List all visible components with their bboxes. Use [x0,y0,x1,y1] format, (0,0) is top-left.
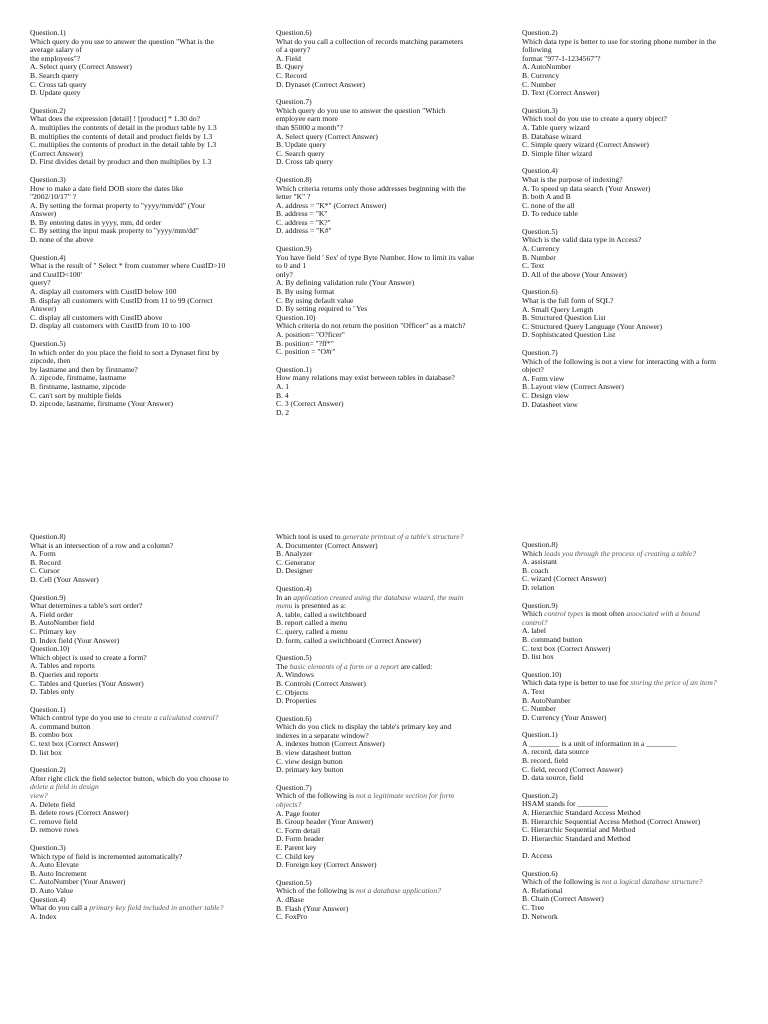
question-block [30,645,265,697]
question-line: Answer) [30,304,57,314]
question-number: Question.1) [30,28,66,37]
question-number: Question.1) [30,704,66,714]
question-block [522,349,757,409]
question-line: A. Relational [522,885,563,895]
column-top-middle [276,29,511,426]
question-line: B. AutoNumber field [30,618,95,628]
question-line: to 0 and 1 [276,261,307,271]
question-line: A. position= "O?ficer" [276,330,345,339]
question-line: Which tool do you use to create a query object? [522,114,667,124]
question-line: Which leads you through the process of creating a table? [522,548,696,558]
question-block [30,254,265,331]
column-top-right [522,29,757,418]
question-line: D. Text (Correct Answer) [522,88,600,98]
question-line: D. zipcode, lastname, firstname (Your Answer) [30,399,174,409]
question-number: Question.5) [30,339,66,348]
question-line: Which query do you use to answer the question "What is the [30,36,214,46]
question-line: A. Field [276,53,301,63]
question-line: Which do you click to display the table's primary key and [276,722,452,732]
question-line: B. combo box [30,730,73,740]
question-line: D. list box [522,652,554,662]
question-line: C. By setting the input mask property to "yyyy/mm/dd" [30,226,199,236]
question-line: A. Table query wizard [522,122,590,132]
question-number: Question.2) [30,105,66,115]
question-number: Question.3) [30,843,66,852]
column-top-left [30,29,265,418]
question-line: B. report called a menu [276,618,348,628]
question-line: C. can't sort by multiple fields [30,390,122,400]
question-line: D. data source, field [522,773,584,783]
question-line: B. Auto Increment [30,868,87,878]
question-block [276,314,511,357]
question-line: B. Search query [30,70,79,80]
question-line: A. Field order [30,609,73,619]
question-line: C. wizard (Correct Answer) [522,574,607,584]
question-number: Question.10) [30,644,70,654]
italic-phrase: create a calculated control? [133,713,219,723]
question-block [522,107,757,159]
question-line: Which data type is better to use for storing the price of an item? [522,678,717,688]
question-block [30,176,265,245]
question-line: A. Select query (Correct Answer) [30,62,132,72]
italic-phrase: control? [522,617,548,627]
question-line: Which criteria do not return the position "Officer" as a match? [276,321,466,331]
question-line: D. Tables only [30,687,75,697]
question-line: What do you call a collection of records matching parameters [276,36,464,46]
question-line: B. Structured Question List [522,313,606,323]
question-line: D. none of the above [30,235,94,245]
question-block [276,654,511,706]
question-line: A. To speed up data search (Your Answer) [522,183,651,193]
question-line [522,619,757,628]
question-line: C. FoxPro [276,912,308,922]
question-line: C. query, called a menu [276,626,348,636]
italic-phrase: leads you through the process of creating a table? [544,548,696,558]
question-line: C. Child key [276,851,315,861]
question-number: Question.4) [30,894,66,904]
question-number: Question.5) [276,653,312,663]
question-line: D. Access [522,851,553,860]
question-line: C. Number [522,704,556,714]
question-line: A. Select query (Correct Answer) [276,131,378,141]
question-line: D. Simple filter wizard [522,148,593,158]
question-line: C. address = "K?" [276,217,331,227]
question-line: D. Form header [276,834,324,844]
question-number: Question.8) [522,540,558,549]
question-number: Question.5) [276,877,312,887]
question-line: A. display all customers with CustID below 100 [30,287,177,297]
question-line: C. Tables and Queries (Your Answer) [30,678,144,688]
question-line: D. Datasheet view [522,399,578,409]
question-line: zipcode, then [30,356,71,366]
question-line: D. remove rows [30,825,79,835]
column-bottom-middle [276,533,511,931]
question-line: B. view datasheet button [276,748,352,758]
question-line: C. Tree [522,902,545,912]
question-line: Which of the following is not a legitimate section for form [276,791,455,801]
question-line: C. Text [522,261,545,271]
question-line: A. Auto Elevate [30,860,79,870]
question-line: B. Hierarchic Sequential Access Method (Correct Answer) [522,816,701,826]
question-line: B. 4 [276,390,289,400]
question-line: A. Page footer [276,808,321,818]
question-line: A. Tables and reports [30,661,95,671]
question-line: D. By setting required to ' Yes [276,304,368,314]
question-block [30,706,265,758]
question-line: D. Update query [30,88,81,98]
question-block [522,792,757,861]
question-line: B. Number [522,252,556,262]
question-line: Which control type do you use to create a calculated control? [30,713,219,723]
question-line: D. display all customers with CustID from 10 to 100 [30,321,190,331]
italic-phrase: application created using the database wizard, the main [293,592,464,602]
question-line: menu is presented as a: [276,601,347,611]
question-line: What is the purpose of indexing? [522,174,623,184]
question-line: C. Design view [522,390,570,400]
question-line: B. By using format [276,287,335,297]
question-line: D. Properties [276,696,317,706]
question-block [522,671,757,723]
question-line: B. both A and B [522,192,571,202]
question-line: by lastname and then by firstname? [30,364,138,374]
question-line: B. Analyzer [276,549,313,559]
italic-phrase: primary key field included in another table? [89,903,224,913]
italic-phrase: view? [30,791,48,801]
italic-phrase: control types [544,609,584,619]
question-block [30,766,265,835]
question-line: C. Cursor [30,566,60,576]
question-line: D. Cross tab query [276,157,333,167]
question-line: B. address = "K" [276,209,328,219]
question-line: What is the full form of SQL? [522,296,614,306]
question-line: A ________ is a unit of information in a ________ [522,738,677,748]
question-line: What is the result of " Select * from customer where CustID>10 [30,261,226,271]
italic-phrase: not a legitimate section for form [355,791,455,801]
question-line: A. Form view [522,373,565,383]
question-block [30,107,265,167]
question-number: Question.4) [30,252,66,262]
question-line: A. Hierarchic Standard Access Method [522,808,641,818]
question-number: Question.1) [276,364,312,374]
question-line: In which order do you place the field to sort a Dynaset first by [30,347,220,357]
question-number: Question.3) [30,174,66,184]
question-line: B. AutoNumber [522,695,571,705]
question-line: C. multiplies the contents of product in the detail table by 1.3 [30,140,217,150]
question-line [522,843,757,852]
question-line: C. field, record (Correct Answer) [522,764,623,774]
question-line: B. Controls (Correct Answer) [276,678,366,688]
question-number: Question.7) [276,97,312,107]
question-block [276,366,511,418]
question-number: Question.9) [276,244,312,254]
question-line: A. 1 [276,381,290,391]
question-line: object? [522,365,544,375]
question-line: A. multiplies the contents of detail in the product table by 1.3 [30,122,217,132]
italic-phrase: not a database application? [355,886,441,896]
question-block [522,288,757,340]
question-line: Which type of field is incremented automatically? [30,851,183,861]
question-line: A. Delete field [30,799,75,809]
question-number: Question.4) [522,166,558,176]
question-number: Question.8) [30,532,66,541]
question-line: D. First divides detail by product and then multiplies by 1.3 [30,157,212,167]
question-line: (Correct Answer) [30,148,83,158]
question-line: D. Cell (Your Answer) [30,574,99,584]
question-line: Which data type is better to use for storing phone number in the [522,36,717,46]
question-line: How many relations may exist between tables in database? [276,373,455,383]
question-block [522,731,757,783]
question-line: A. Text [522,686,545,696]
italic-phrase: storing the price of an item? [630,678,717,688]
question-line: D. Designer [276,566,313,576]
question-block [30,340,265,409]
question-line: C. Form detail [276,825,321,835]
question-line: C. text box (Correct Answer) [522,643,611,653]
question-line: Which of the following is not a logical database structure? [522,877,703,887]
question-line: In an application created using the database wizard, the main [276,592,464,602]
question-block [522,602,757,662]
question-number: Question.6) [276,713,312,723]
question-block [522,228,757,280]
question-line: indexes in a separate window? [276,730,369,740]
question-number: Question.6) [276,28,312,37]
question-line: C. Generator [276,557,316,567]
question-block [30,896,265,922]
question-line: C. Simple query wizard (Correct Answer) [522,140,649,150]
question-block [276,98,511,167]
italic-phrase: menu [276,601,293,611]
question-line: and CustID<100' [30,269,82,279]
question-number: Question.6) [522,868,558,878]
question-number: Question.1) [522,730,558,740]
question-number: Question.7) [522,348,558,357]
question-line: After right click the field selector button, which do you choose to [30,773,229,783]
question-number: Question.2) [30,765,66,775]
question-line: What does the expression [detail] ! [product] * 1.30 do? [30,114,200,124]
question-line: D. Dynaset (Correct Answer) [276,79,365,89]
question-line: A. By setting the format property to "yyyy/mm/dd" (Your [30,200,206,210]
question-block [522,870,757,922]
question-line: D. Index field (Your Answer) [30,635,120,645]
question-number: Question.10) [276,312,316,322]
question-number: Question.3) [522,105,558,115]
question-line: E. Parent key [276,843,317,852]
question-block [276,585,511,645]
question-line: D. primary key button [276,765,344,775]
question-number: Question.4) [276,583,312,593]
question-line: D. All of the above (Your Answer) [522,269,627,279]
question-line: The basic elements of a form or a report are called: [276,661,433,671]
question-line: C. Hierarchic Sequential and Method [522,825,636,835]
question-block [276,879,511,922]
question-line: You have field ' Sex' of type Byte Number. How to limit its value [276,252,475,262]
question-line: employee earn more [276,114,338,124]
question-line: B. Group header (Your Answer) [276,817,374,827]
question-line: A. Windows [276,670,314,680]
question-line: C. Structured Query Language (Your Answer) [522,321,663,331]
question-line: B. command button [522,634,583,644]
question-line: C. view design button [276,756,343,766]
question-line: B. Chain (Correct Answer) [522,894,604,904]
question-block [30,594,265,646]
question-block [276,176,511,236]
question-line: B. Database wizard [522,131,582,141]
question-line: A. Currency [522,244,560,254]
question-block [522,167,757,219]
question-line: B. Update query [276,140,326,150]
question-number: Question.10) [522,669,562,679]
question-line: B. By entering dates in yyyy, mm, dd order [30,217,162,227]
question-line: Answer) [30,209,57,219]
question-line: only? [276,269,293,279]
question-line: Which tool is used to generate printout of a table's structure? [276,532,464,541]
question-line: B. Currency [522,70,560,80]
question-line: D. 2 [276,407,290,417]
question-line: A. By defining validation rule (Your Answer) [276,278,415,288]
question-line: C. Objects [276,687,309,697]
question-line: query? [30,278,51,288]
question-number: Question.5) [522,226,558,236]
question-line: C. Number [522,79,556,89]
question-line: D. Sophisticated Question List [522,330,616,340]
question-line: C. Cross tab query [30,79,87,89]
column-bottom-left [30,533,265,930]
question-block [30,844,265,896]
question-number: Question.7) [276,782,312,792]
question-line: Which criteria returns only those addresses beginning with the [276,183,466,193]
question-line: D. Network [522,911,558,921]
question-block [522,29,757,98]
question-line: Which query do you use to answer the question "Which [276,105,446,115]
question-line: C. Search query [276,148,325,158]
question-line: A. AutoNumber [522,62,571,72]
question-line: C. display all customers with CustID above [30,312,163,322]
question-line: D. Foreign key (Correct Answer) [276,860,377,870]
question-line: D. address = "K#" [276,226,332,236]
question-line: Which is the valid data type in Access? [522,235,642,245]
question-line: B. record, field [522,756,568,766]
italic-phrase: objects? [276,800,302,810]
italic-phrase: not a logical database structure? [601,877,703,887]
question-line: A. assistant [522,557,558,567]
question-line: Which object is used to create a form? [30,652,147,662]
question-line: Which of the following is not a view for interacting with a form [522,356,717,366]
question-block [276,29,511,89]
question-block [30,29,265,98]
question-line: "2002/10/17" ? [30,192,77,202]
column-bottom-right [522,541,757,930]
question-block [276,533,511,576]
question-line: D. To reduce table [522,209,578,219]
question-line: than $5000 a month"? [276,122,344,132]
question-line: format "977-1-1234567"? [522,53,601,63]
question-block [276,784,511,870]
question-line: A. Small Query Length [522,304,594,314]
question-line: average salary of [30,45,82,55]
question-line: C. none of the all [522,200,575,210]
question-line: of a query? [276,45,311,55]
question-line: B. Query [276,62,304,72]
question-line: C. AutoNumber (Your Answer) [30,877,126,887]
question-line: C. 3 (Correct Answer) [276,399,344,409]
question-line: D. Currency (Your Answer) [522,712,607,722]
question-line: B. display all customers with CustID from 11 to 99 (Correct [30,295,213,305]
question-line: B. firstname, lastname, zipcode [30,381,126,391]
question-line: A. Documenter (Correct Answer) [276,540,378,550]
question-line: How to make a date field DOB store the dates like [30,183,184,193]
question-line: HSAM stands for ________ [522,799,608,809]
question-line: A. Form [30,549,56,559]
question-line: What do you call a primary key field included in another table? [30,903,224,913]
question-number: Question.2) [522,790,558,800]
question-line: D. form, called a switchboard (Correct Answer) [276,635,422,645]
question-line: What is an intersection of a row and a column? [30,540,174,550]
question-line: B. Flash (Your Answer) [276,903,349,913]
question-line: B. Layout view (Correct Answer) [522,382,624,392]
question-line: C. Primary key [30,626,77,636]
question-line: A. command button [30,721,91,731]
question-block [276,715,511,775]
question-line [30,783,265,792]
question-block [522,541,757,593]
italic-phrase: delete a field in design [30,782,99,792]
question-line: Which of the following is not a database application? [276,886,441,896]
italic-phrase: basic elements of a form or a report [289,661,399,671]
question-block [276,245,511,314]
question-number: Question.9) [522,600,558,610]
question-number: Question.9) [30,592,66,602]
question-line: A. dBase [276,894,304,904]
question-line: D. relation [522,582,555,592]
question-line: letter "K" ? [276,192,311,202]
question-line: D. Hierarchic Standard and Method [522,833,631,843]
question-line: A. indexes button (Correct Answer) [276,739,385,749]
question-line: B. Queries and reports [30,669,99,679]
question-line: A. record, data source [522,747,589,757]
question-line: B. delete rows (Correct Answer) [30,808,129,818]
question-number: Question.6) [522,287,558,297]
question-line: following [522,45,552,55]
question-line: C. text box (Correct Answer) [30,739,119,749]
question-line: B. multiplies the contents of detail and product fields by 1.3 [30,131,213,141]
question-line: A. Index [30,911,57,921]
italic-phrase: generate printout of a table's structure? [342,532,464,541]
question-line: Which control types is most often associated with a bound [522,609,700,619]
question-line: D. Auto Value [30,885,74,895]
question-line: C. By using default value [276,295,354,305]
question-line: A. table, called a switchboard [276,609,367,619]
question-line: A. zipcode, firstname, lastname [30,373,127,383]
question-line: A. address = "K*" (Correct Answer) [276,200,387,210]
question-line: What determines a table's sort order? [30,601,143,611]
question-line: B. coach [522,565,549,575]
question-line: the employees"? [30,53,81,63]
question-line: C. Record [276,70,307,80]
question-number: Question.2) [522,28,558,37]
question-line: C. position = "O#r" [276,347,336,357]
question-line: D. list box [30,747,62,757]
italic-phrase: associated with a bound [626,609,700,619]
question-number: Question.8) [276,174,312,184]
question-line: A. label [522,626,547,636]
question-line: B. position= "?ff*" [276,338,334,348]
question-block [30,533,265,585]
question-line: C. remove field [30,816,78,826]
question-line: B. Record [30,557,61,567]
